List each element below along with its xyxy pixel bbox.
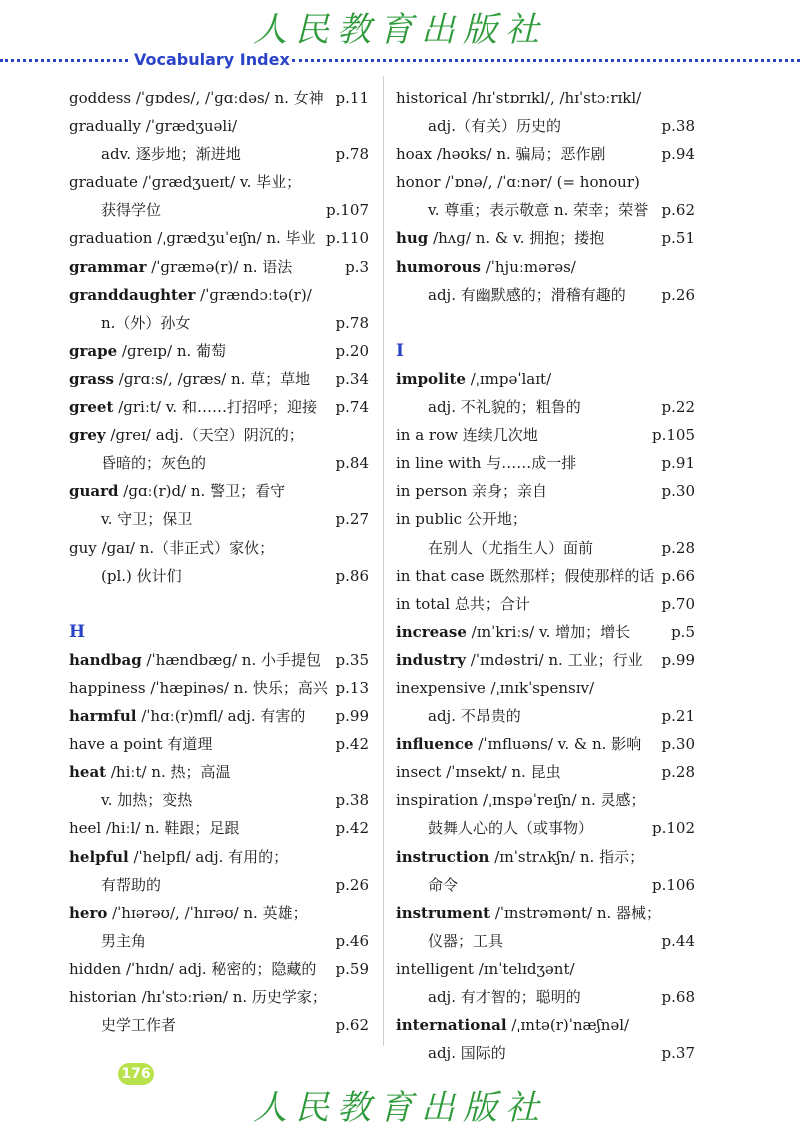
entry-definition: /ɡreɪ/ adj.（天空）阴沉的； bbox=[105, 426, 304, 445]
entry-definition: v. 尊重；表示敬意 n. 荣幸；荣誉 bbox=[428, 201, 649, 220]
entry-definition: /hɪˈstɒrɪkl/, /hɪˈstɔːrɪkl/ bbox=[467, 89, 642, 107]
entry-continuation bbox=[396, 393, 695, 421]
entry-definition: (pl.) 伙计们 bbox=[101, 566, 182, 585]
index-entry bbox=[69, 281, 369, 309]
entry-definition: /hiːl/ n. 鞋跟；足跟 bbox=[101, 819, 240, 838]
index-entry bbox=[69, 955, 369, 983]
headword: humorous bbox=[396, 257, 481, 276]
index-column-left bbox=[69, 84, 369, 1039]
index-entry bbox=[396, 84, 695, 112]
entry-definition: adv. 逐步地；渐进地 bbox=[101, 145, 241, 164]
page-reference: p.28 bbox=[661, 538, 695, 557]
page-reference: p.84 bbox=[335, 454, 369, 473]
index-entry bbox=[396, 224, 695, 252]
index-entry bbox=[69, 814, 369, 842]
entry-definition: /ˈhæpinəs/ n. 快乐；高兴 bbox=[145, 678, 328, 697]
section-gap bbox=[396, 309, 695, 337]
index-entry bbox=[69, 983, 369, 1011]
entry-continuation bbox=[396, 814, 695, 842]
headword: honor bbox=[396, 173, 441, 192]
index-entry bbox=[69, 393, 369, 421]
page-reference: p.62 bbox=[335, 1016, 369, 1035]
entry-continuation bbox=[69, 505, 369, 533]
headword: in line with bbox=[396, 454, 482, 473]
headword: international bbox=[396, 1016, 507, 1035]
entry-definition: /ɡreɪp/ n. 葡萄 bbox=[117, 341, 227, 360]
page-reference: p.78 bbox=[335, 145, 369, 164]
index-entry bbox=[69, 730, 369, 758]
section-title: Vocabulary Index bbox=[134, 50, 290, 69]
entry-definition: /ˈhɪdn/ adj. 秘密的；隐藏的 bbox=[121, 959, 317, 978]
headword: hero bbox=[69, 903, 108, 922]
entry-continuation bbox=[396, 281, 695, 309]
page-reference: p.20 bbox=[335, 341, 369, 360]
page-number-badge: 176 bbox=[118, 1063, 154, 1085]
headword: hoax bbox=[396, 145, 433, 164]
index-entry bbox=[69, 758, 369, 786]
page-reference: p.30 bbox=[661, 482, 695, 501]
entry-definition: 鼓舞人心的人（或事物） bbox=[428, 819, 594, 838]
index-entry bbox=[396, 618, 695, 646]
index-entry bbox=[396, 1011, 695, 1039]
entry-definition: /ɪnˈtelɪdʒənt/ bbox=[473, 959, 575, 978]
headword: guy bbox=[69, 538, 97, 557]
page-reference: p.110 bbox=[325, 229, 369, 248]
entry-definition: 既然那样；假使那样的话 bbox=[484, 566, 655, 585]
page-reference: p.21 bbox=[661, 707, 695, 726]
index-entry bbox=[396, 786, 695, 814]
headword: in that case bbox=[396, 566, 485, 585]
entry-continuation bbox=[396, 534, 695, 562]
index-column-right bbox=[396, 84, 695, 1067]
entry-definition: 男主角 bbox=[101, 931, 147, 950]
entry-definition: adj. 国际的 bbox=[428, 1044, 506, 1063]
entry-continuation bbox=[396, 871, 695, 899]
entry-definition: 史学工作者 bbox=[101, 1016, 177, 1035]
entry-definition: /ˈhjuːmərəs/ bbox=[480, 257, 576, 276]
entry-definition: 连续几次地 bbox=[457, 426, 538, 445]
headword: instrument bbox=[396, 903, 491, 922]
entry-definition: adj. 有才智的；聪明的 bbox=[428, 988, 581, 1006]
entry-continuation bbox=[69, 786, 369, 814]
headword: hidden bbox=[69, 959, 122, 978]
entry-definition: /hiːt/ n. 热；高温 bbox=[106, 763, 231, 782]
index-entry bbox=[396, 253, 695, 281]
letter-heading: H bbox=[69, 621, 86, 642]
index-entry bbox=[396, 505, 695, 533]
index-entry bbox=[69, 224, 369, 252]
entry-definition: adj.（有关）历史的 bbox=[428, 117, 561, 136]
entry-continuation bbox=[69, 562, 369, 590]
index-entry bbox=[396, 646, 695, 674]
column-divider bbox=[383, 76, 384, 1046]
page-reference: p.26 bbox=[661, 285, 695, 304]
entry-continuation bbox=[69, 871, 369, 899]
index-entry bbox=[69, 112, 369, 140]
entry-definition: /ɪnˈkriːs/ v. 增加；增长 bbox=[466, 622, 631, 641]
entry-definition: /ɡrɑːs/, /ɡræs/ n. 草；草地 bbox=[114, 369, 311, 388]
entry-definition: /ˈɡrædʒueɪt/ v. 毕业； bbox=[137, 173, 302, 192]
page-reference: p.28 bbox=[661, 763, 695, 782]
page-reference: p.51 bbox=[661, 229, 695, 248]
index-entry bbox=[396, 421, 695, 449]
page-reference: p.105 bbox=[651, 426, 695, 445]
page-reference: p.62 bbox=[661, 201, 695, 220]
headword: influence bbox=[396, 735, 474, 754]
headword: guard bbox=[69, 482, 119, 501]
page-reference: p.34 bbox=[335, 369, 369, 388]
index-entry bbox=[396, 449, 695, 477]
headword: graduate bbox=[69, 173, 138, 192]
entry-continuation bbox=[396, 702, 695, 730]
headword: grape bbox=[69, 341, 118, 360]
headword: industry bbox=[396, 650, 466, 669]
page-reference: p.38 bbox=[335, 791, 369, 810]
entry-continuation bbox=[69, 927, 369, 955]
page-reference: p.102 bbox=[651, 819, 695, 838]
entry-definition: /ˈɒnə/, /ˈɑːnər/ (= honour) bbox=[440, 173, 640, 192]
headword: grammar bbox=[69, 257, 147, 276]
entry-definition: v. 加热；变热 bbox=[101, 791, 193, 810]
entry-definition: v. 守卫；保卫 bbox=[101, 510, 193, 529]
headword: heat bbox=[69, 763, 107, 782]
page-reference: p.74 bbox=[335, 398, 369, 417]
headword: have a point bbox=[69, 735, 163, 754]
section-gap bbox=[69, 590, 369, 618]
entry-definition: /hʌɡ/ n. & v. 拥抱；搂抱 bbox=[428, 229, 605, 248]
entry-definition: /ˈɪnsekt/ n. 昆虫 bbox=[441, 763, 561, 782]
page-reference: p.106 bbox=[651, 875, 695, 894]
entry-continuation bbox=[396, 1039, 695, 1067]
index-entry bbox=[396, 730, 695, 758]
entry-continuation bbox=[396, 983, 695, 1011]
page-reference: p.91 bbox=[661, 454, 695, 473]
headword: in person bbox=[396, 482, 468, 501]
headword: graduation bbox=[69, 229, 153, 248]
entry-definition: /həʊks/ n. 骗局；恶作剧 bbox=[432, 145, 606, 164]
entry-continuation bbox=[69, 140, 369, 168]
headword: grass bbox=[69, 369, 114, 388]
page-reference: p.3 bbox=[345, 257, 369, 276]
index-entry bbox=[69, 674, 369, 702]
index-entry bbox=[396, 562, 695, 590]
headword: historical bbox=[396, 89, 468, 107]
headword: hug bbox=[396, 229, 429, 248]
headword: in public bbox=[396, 510, 463, 529]
entry-definition: 亲身；亲自 bbox=[467, 482, 548, 501]
headword: gradually bbox=[69, 117, 141, 136]
entry-definition: /ɡaɪ/ n.（非正式）家伙； bbox=[96, 538, 275, 557]
entry-definition: /ˌɪnspəˈreɪʃn/ n. 灵感； bbox=[478, 791, 646, 810]
page-reference: p.86 bbox=[335, 566, 369, 585]
index-entry bbox=[69, 168, 369, 196]
entry-definition: adj. 不礼貌的；粗鲁的 bbox=[428, 398, 581, 417]
page-reference: p.13 bbox=[335, 678, 369, 697]
entry-definition: adj. 不昂贵的 bbox=[428, 707, 521, 726]
headword: inspiration bbox=[396, 791, 479, 810]
entry-definition: /ɡriːt/ v. 和……打招呼；迎接 bbox=[113, 398, 317, 417]
entry-definition: n.（外）孙女 bbox=[101, 313, 191, 332]
entry-definition: /ɡɑː(r)d/ n. 警卫；看守 bbox=[118, 482, 286, 501]
entry-continuation bbox=[396, 112, 695, 140]
index-entry bbox=[396, 843, 695, 871]
page-reference: p.26 bbox=[335, 875, 369, 894]
page-reference: p.5 bbox=[671, 622, 695, 641]
page-reference: p.46 bbox=[335, 931, 369, 950]
index-entry bbox=[69, 899, 369, 927]
publisher-logo-top: 人民教育出版社 bbox=[253, 10, 547, 50]
entry-definition: /ˈhændbæɡ/ n. 小手提包 bbox=[141, 650, 322, 669]
entry-continuation bbox=[396, 927, 695, 955]
entry-definition: 昏暗的；灰色的 bbox=[101, 454, 207, 473]
index-entry bbox=[69, 421, 369, 449]
headword: heel bbox=[69, 819, 102, 838]
entry-definition: /ˌɪnɪkˈspensɪv/ bbox=[485, 678, 595, 697]
page-reference: p.35 bbox=[335, 650, 369, 669]
entry-continuation bbox=[69, 1011, 369, 1039]
entry-definition: /ˈhelpfl/ adj. 有用的； bbox=[128, 847, 289, 866]
index-entry bbox=[396, 140, 695, 168]
entry-definition: 总共；合计 bbox=[450, 594, 530, 613]
section-banner bbox=[0, 48, 800, 72]
entry-definition: /ˈɪnfluəns/ v. & n. 影响 bbox=[473, 735, 642, 754]
page-reference: p.27 bbox=[335, 510, 369, 529]
index-entry bbox=[396, 674, 695, 702]
page-reference: p.66 bbox=[661, 566, 695, 585]
index-entry bbox=[69, 365, 369, 393]
headword: increase bbox=[396, 622, 467, 641]
entry-definition: adj. 有幽默感的；滑稽有趣的 bbox=[428, 285, 626, 304]
entry-definition: /ˌɡrædʒuˈeɪʃn/ n. 毕业 bbox=[152, 229, 316, 248]
entry-definition: /ˌɪmpəˈlaɪt/ bbox=[465, 369, 552, 388]
page-reference: p.42 bbox=[335, 735, 369, 754]
page-reference: p.22 bbox=[661, 398, 695, 417]
headword: goddess bbox=[69, 89, 132, 107]
headword: inexpensive bbox=[396, 678, 486, 697]
page-reference: p.68 bbox=[661, 988, 695, 1006]
entry-continuation bbox=[69, 196, 369, 224]
banner-dots-left bbox=[0, 59, 128, 62]
entry-definition: /ˈɡrændɔːtə(r)/ bbox=[195, 285, 312, 304]
page-reference: p.78 bbox=[335, 313, 369, 332]
page-reference: p.30 bbox=[661, 735, 695, 754]
headword: in a row bbox=[396, 426, 458, 445]
publisher-logo-bottom: 人民教育出版社 bbox=[253, 1088, 547, 1128]
headword: intelligent bbox=[396, 959, 474, 978]
entry-definition: /ɪnˈstrʌkʃn/ n. 指示； bbox=[489, 847, 645, 866]
page-reference: p.99 bbox=[335, 707, 369, 726]
index-entry bbox=[69, 534, 369, 562]
headword: insect bbox=[396, 763, 442, 782]
headword: historian bbox=[69, 988, 137, 1006]
entry-definition: /ˈhɪərəʊ/, /ˈhɪrəʊ/ n. 英雄； bbox=[107, 903, 308, 922]
headword: greet bbox=[69, 398, 114, 417]
headword: helpful bbox=[69, 847, 129, 866]
entry-continuation bbox=[69, 309, 369, 337]
page-reference: p.70 bbox=[661, 594, 695, 613]
entry-definition: /hɪˈstɔːriən/ n. 历史学家； bbox=[136, 988, 327, 1006]
index-entry bbox=[69, 253, 369, 281]
index-entry bbox=[69, 646, 369, 674]
page-reference: p.59 bbox=[335, 959, 369, 978]
index-entry bbox=[396, 590, 695, 618]
entry-definition: 有道理 bbox=[162, 735, 213, 754]
page-reference: p.38 bbox=[661, 117, 695, 136]
index-entry bbox=[396, 365, 695, 393]
banner-dots-right bbox=[292, 59, 800, 62]
page-reference: p.11 bbox=[335, 89, 369, 107]
index-entry bbox=[69, 702, 369, 730]
index-entry bbox=[396, 899, 695, 927]
index-entry bbox=[396, 477, 695, 505]
entry-definition: /ˈhɑː(r)mfl/ adj. 有害的 bbox=[136, 707, 306, 726]
letter-heading: I bbox=[396, 340, 404, 361]
page-reference: p.37 bbox=[661, 1044, 695, 1063]
entry-definition: /ˈɡrædʒuəli/ bbox=[141, 117, 238, 136]
headword: instruction bbox=[396, 847, 490, 866]
entry-definition: 有帮助的 bbox=[101, 875, 162, 894]
headword: impolite bbox=[396, 369, 466, 388]
entry-continuation bbox=[396, 196, 695, 224]
entry-definition: 获得学位 bbox=[101, 201, 162, 220]
entry-definition: /ˈɪnstrəmənt/ n. 器械； bbox=[490, 903, 662, 922]
index-entry bbox=[69, 337, 369, 365]
entry-definition: 仪器；工具 bbox=[428, 931, 504, 950]
entry-continuation bbox=[69, 449, 369, 477]
headword: handbag bbox=[69, 650, 142, 669]
entry-definition: 与……成一排 bbox=[481, 454, 577, 473]
page-reference: p.44 bbox=[661, 931, 695, 950]
headword: granddaughter bbox=[69, 285, 196, 304]
entry-definition: /ˈɡræmə(r)/ n. 语法 bbox=[146, 257, 293, 276]
page-reference: p.99 bbox=[661, 650, 695, 669]
entry-definition: /ˌɪntə(r)ˈnæʃnəl/ bbox=[506, 1016, 630, 1035]
headword: grey bbox=[69, 426, 106, 445]
entry-definition: 命令 bbox=[428, 875, 459, 894]
entry-definition: 在别人（尤指生人）面前 bbox=[428, 538, 594, 557]
entry-definition: /ˈɡɒdes/, /ˈɡɑːdəs/ n. 女神 bbox=[131, 89, 324, 107]
headword: in total bbox=[396, 594, 451, 613]
entry-definition: /ˈɪndəstri/ n. 工业；行业 bbox=[466, 650, 643, 669]
headword: happiness bbox=[69, 678, 146, 697]
page-reference: p.42 bbox=[335, 819, 369, 838]
page-reference: p.107 bbox=[325, 201, 369, 220]
index-entry bbox=[69, 477, 369, 505]
index-entry bbox=[69, 84, 369, 112]
index-entry bbox=[69, 843, 369, 871]
page-reference: p.94 bbox=[661, 145, 695, 164]
index-entry bbox=[396, 168, 695, 196]
headword: harmful bbox=[69, 707, 137, 726]
index-entry bbox=[396, 955, 695, 983]
index-entry bbox=[396, 758, 695, 786]
entry-definition: 公开地； bbox=[462, 510, 527, 529]
